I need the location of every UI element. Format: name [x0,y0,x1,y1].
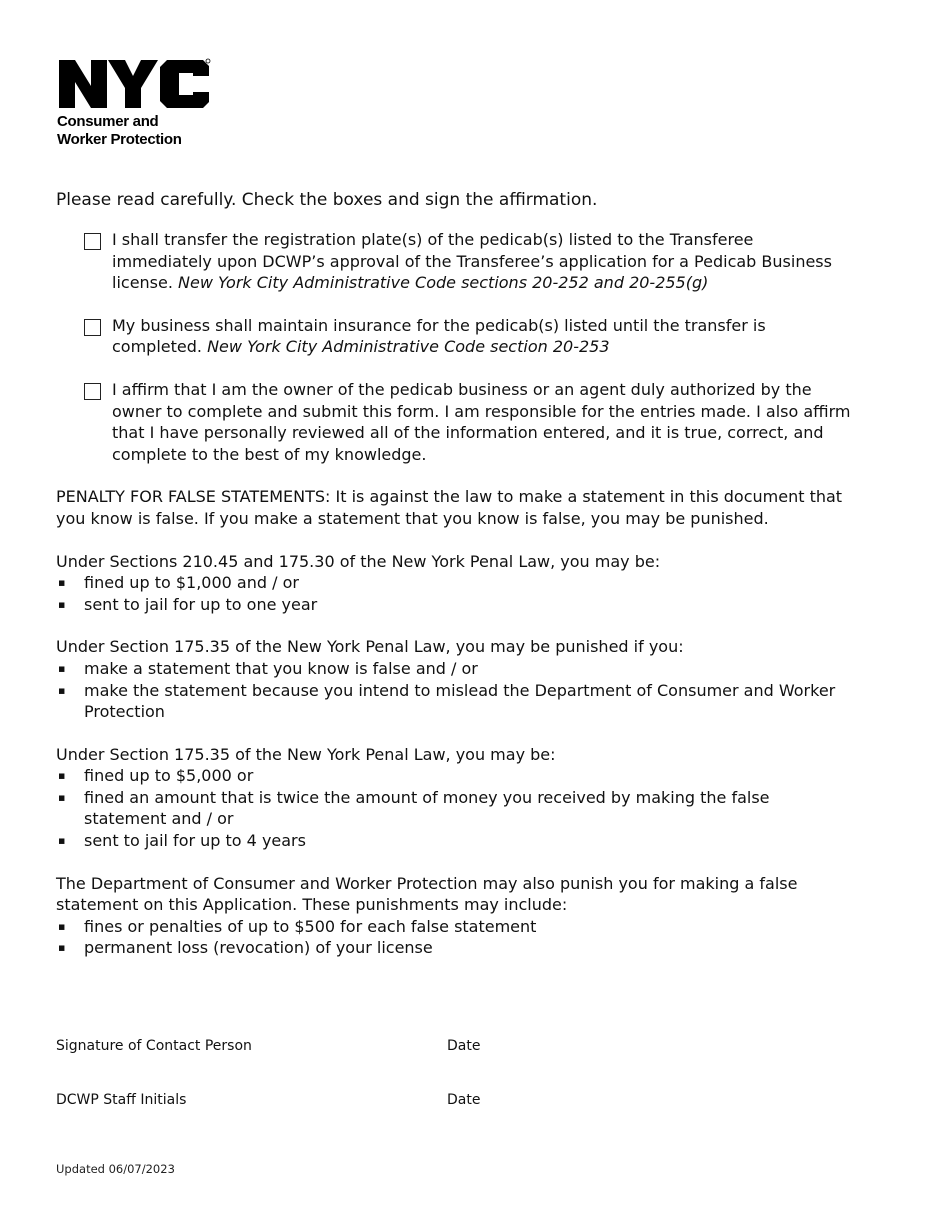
list-item: ▪ make the statement because you intend to mislead the Department of Consumer and Worker Protection [58,680,836,722]
nyc-dcwp-logo [57,56,217,149]
penalty-section [56,744,856,852]
section-intro: Under Section 175.35 of the New York Penal Law, you may be: [56,744,556,764]
list-item: ▪ fined up to $1,000 and / or [58,573,299,593]
staff-initials-field[interactable] [56,1080,326,1108]
list-item: ▪ permanent loss (revocation) of your license [58,938,433,958]
affirmation-item [56,379,856,465]
bullet-list [56,572,856,615]
checkbox[interactable] [84,319,101,336]
affirmation-item [56,315,856,358]
bullet-list [56,916,856,959]
penalty-section [56,551,856,616]
code-reference: New York City Administrative Code sections 20-252 and 20-255(g) [178,273,709,293]
bullet-icon: ▪ [58,661,66,675]
penalty-section [56,873,856,959]
penalty-paragraph [56,486,856,529]
affirmation-text: I affirm that I am the owner of the pedicab business or an agent duly authorized by the owner to complete and submit this form. I am responsible for the entries made. I also affirm that I have personally reviewed all of the information entered, and it is true, correct, and complete to the best of my knowledge. [112,379,851,464]
bullet-icon: ▪ [58,769,66,783]
penalty-text: It is against the law to make a statement in this document that you know is false. If you make a statement that you know is false, you may be punished. [56,487,843,528]
affirmation-text: I shall transfer the registration plate(s) of the pedicab(s) listed to the Transferee immediately upon DCWP’s approval of the Transferee’s application for a Pedicab Business license. [112,230,832,293]
contact-date-field[interactable] [447,1026,540,1054]
contact-signature-field[interactable] [56,1026,326,1054]
penalty-section [56,636,856,722]
affirmation-text: My business shall maintain insurance for the pedicab(s) listed until the transfer is completed. [112,315,766,357]
list-item: ▪ sent to jail for up to one year [58,594,318,614]
section-intro: Under Sections 210.45 and 175.30 of the New York Penal Law, you may be: [56,551,661,571]
checkbox[interactable] [84,383,101,400]
bullet-icon: ▪ [58,790,66,804]
staff-date-field[interactable] [447,1080,540,1108]
bullet-list [56,765,856,851]
nyc-logo-icon [57,56,211,112]
date-label: Date [447,1092,481,1108]
section-intro: Under Section 175.35 of the New York Penal Law, you may be punished if you: [56,637,684,657]
affirmation-item [56,229,856,294]
bullet-icon: ▪ [58,597,66,611]
bullet-icon: ▪ [58,941,66,955]
initials-line: ___________________________________ [56,1080,327,1092]
date-line: ____________ [447,1026,540,1038]
list-item: ▪ sent to jail for up to 4 years [58,831,306,851]
initials-label: DCWP Staff Initials [56,1092,187,1108]
list-item: ▪ make a statement that you know is false and / or [58,658,478,678]
checkbox[interactable] [84,233,101,250]
logo-line-2: Worker Protection [57,131,182,148]
penalty-heading: PENALTY FOR FALSE STATEMENTS: [56,487,331,507]
bullet-icon: ▪ [58,683,66,697]
bullet-icon: ▪ [58,919,66,933]
list-item: ▪ fined an amount that is twice the amount of money you received by making the false statement and / or [58,787,770,829]
updated-date: Updated 06/07/2023 [56,1162,175,1176]
list-item: ▪ fines or penalties of up to $500 for each false statement [58,916,537,936]
list-item: ▪ fined up to $5,000 or [58,766,254,786]
date-label: Date [447,1038,481,1054]
intro-text: Please read carefully. Check the boxes and sign the affirmation. [56,190,598,210]
bullet-list [56,658,856,723]
signature-label: Signature of Contact Person [56,1038,252,1054]
bullet-icon: ▪ [58,834,66,848]
logo-line-1: Consumer and [57,113,159,130]
code-reference: New York City Administrative Code section 20-253 [207,337,610,357]
section-intro: The Department of Consumer and Worker Protection may also punish you for making a false statement on this Application. These punishments may include: [56,873,798,915]
date-line: ____________ [447,1080,540,1092]
bullet-icon: ▪ [58,576,66,590]
signature-line: ___________________________________ [56,1026,327,1038]
affirmation-content [56,188,856,980]
